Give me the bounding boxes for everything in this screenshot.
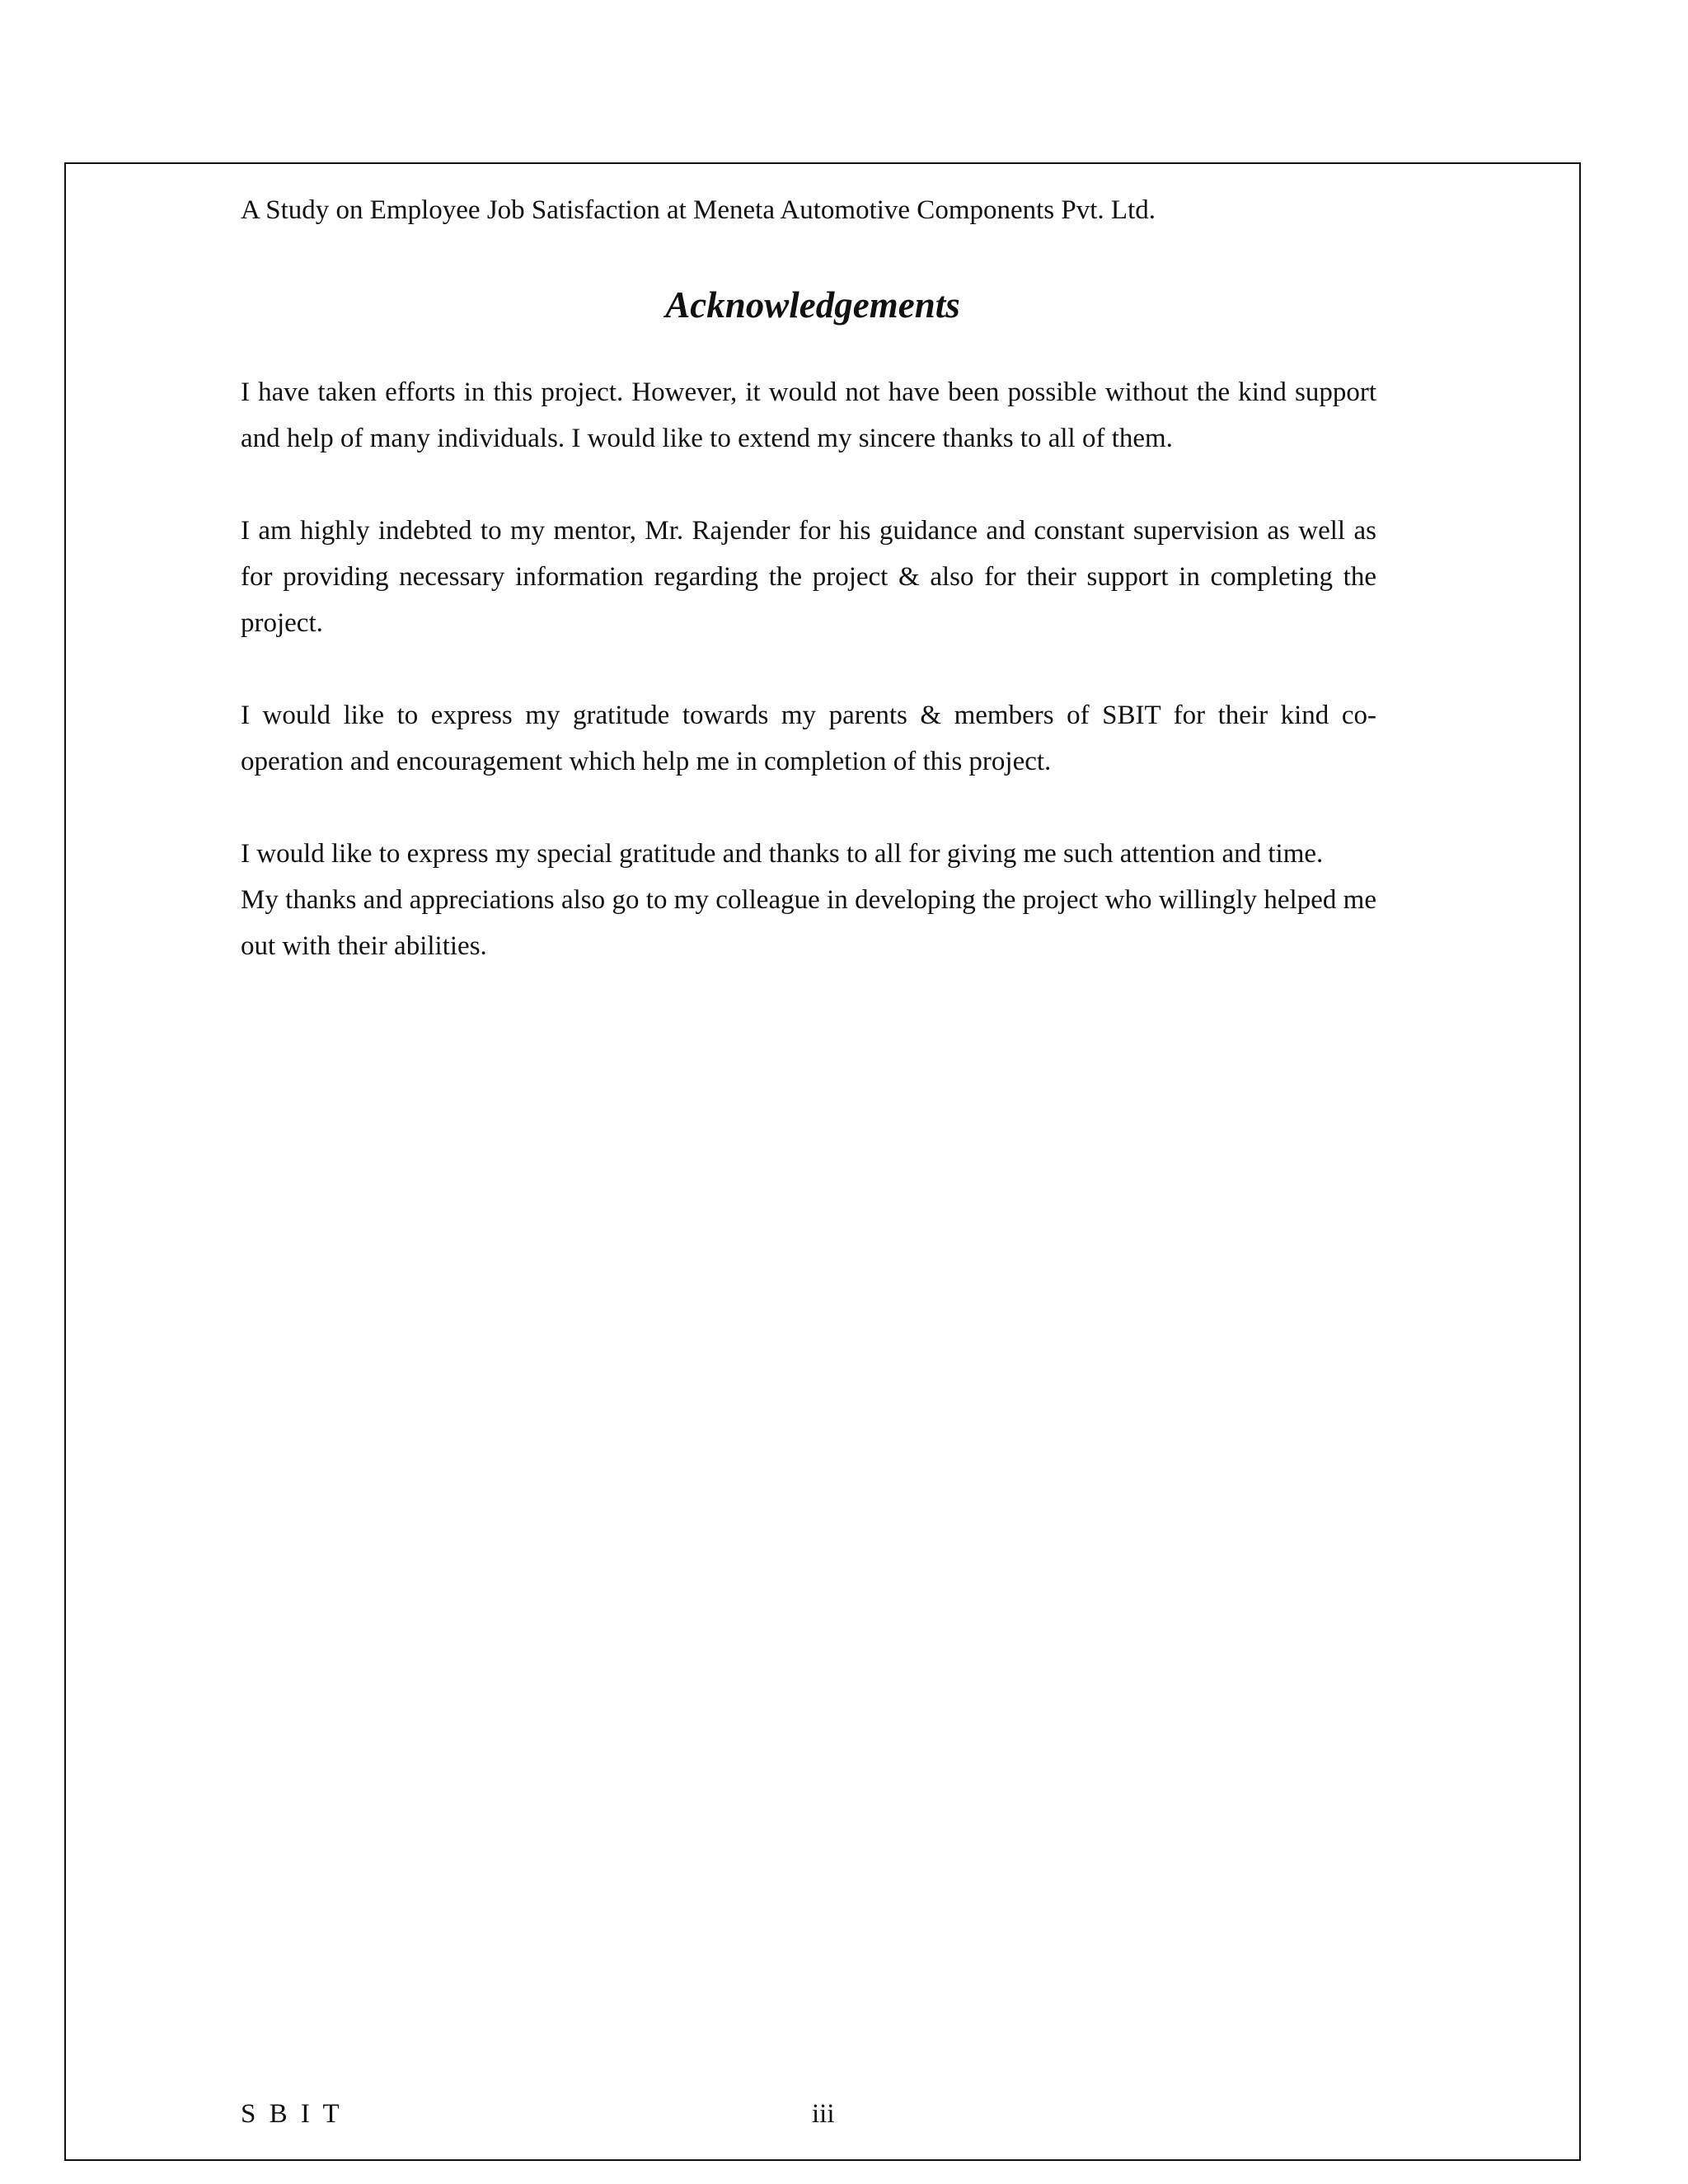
running-header: A Study on Employee Job Satisfaction at Meneta Automotive Components Pvt. Ltd. bbox=[241, 195, 1156, 225]
footer-page-number: iii bbox=[812, 2099, 835, 2129]
paragraph-1: I have taken efforts in this project. However, it would not have been possible without the kind support and help of many individuals. I would like to extend my sincere thanks to all of them. bbox=[241, 377, 1376, 453]
paragraph-2: I am highly indebted to my mentor, Mr. Rajender for his guidance and constant supervision as well as for providing necessary information regarding the project & also for their support in completing the project. bbox=[241, 516, 1376, 638]
paragraph-5: My thanks and appreciations also go to my colleague in developing the project who willingly helped me out with their abilities. bbox=[241, 885, 1376, 961]
acknowledgement-body bbox=[241, 369, 1376, 969]
footer-institution: S B I T bbox=[241, 2099, 343, 2129]
paragraph-4: I would like to express my special gratitude and thanks to all for giving me such attention and time. bbox=[241, 839, 1324, 869]
page-title: Acknowledgements bbox=[665, 284, 960, 326]
paragraph-3: I would like to express my gratitude towards my parents & members of SBIT for their kind co-operation and encouragement which help me in completion of this project. bbox=[241, 701, 1376, 776]
